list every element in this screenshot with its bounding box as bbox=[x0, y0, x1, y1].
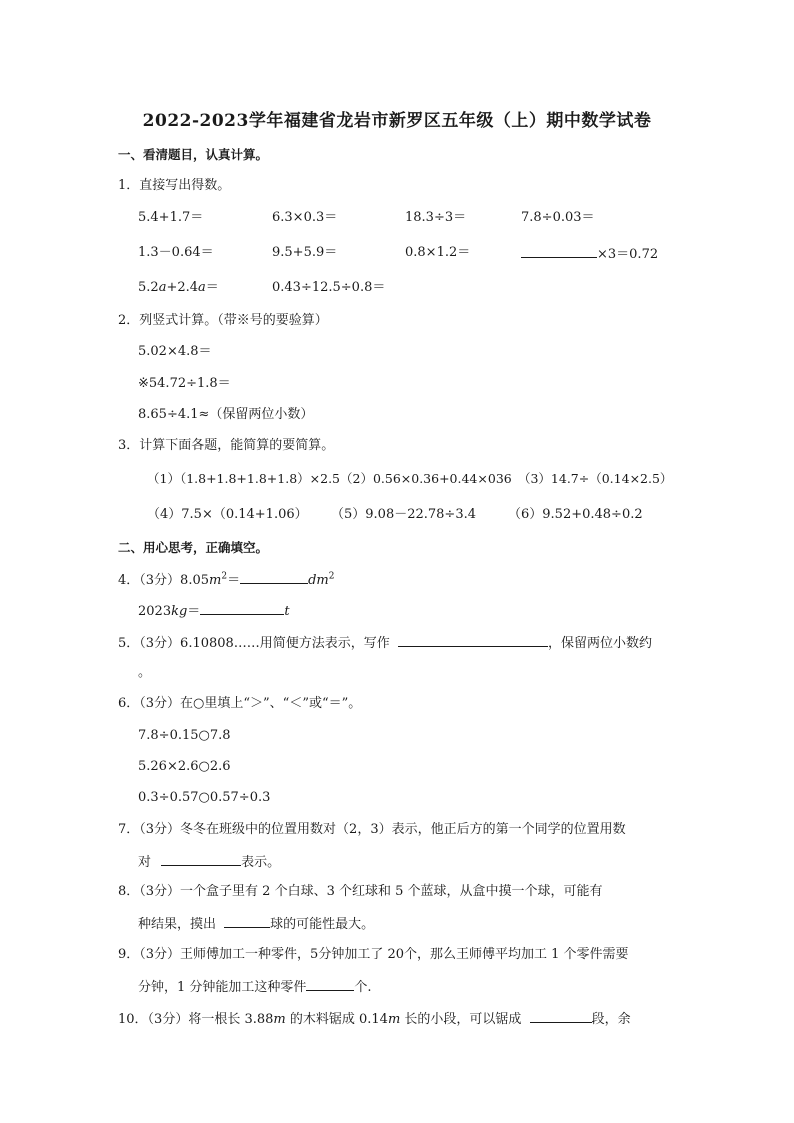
q1-r2-c1: 1.3－0.64＝ bbox=[138, 245, 214, 260]
question-8-cont bbox=[138, 914, 374, 934]
q1-r2-c4-text: ×3＝0.72 bbox=[597, 247, 659, 262]
question-9: 9．（3分）王师傅加工一种零件，5分钟加工了 20个，那么王师傅平均加工 1 个零件需要 bbox=[118, 947, 629, 962]
q1-r2-c3: 0.8×1.2＝ bbox=[405, 245, 471, 260]
q6-item-2: 5.26×2.6○2.6 bbox=[138, 759, 231, 774]
q4-line2-prefix: 2023 bbox=[138, 604, 172, 619]
answer-blank[interactable] bbox=[224, 914, 270, 928]
q4-line2-suffix: t bbox=[284, 604, 290, 619]
q8-cont-prefix: 种结果，摸出 bbox=[138, 917, 217, 932]
q2-item-3: 8.65÷4.1≈（保留两位小数） bbox=[138, 407, 314, 422]
answer-blank[interactable] bbox=[240, 570, 308, 584]
question-1-label: 1．直接写出得数。 bbox=[118, 178, 231, 193]
q4-unit1: m bbox=[209, 573, 222, 588]
q4-line2-unit: kg bbox=[171, 604, 188, 619]
q2-item-1: 5.02×4.8＝ bbox=[138, 344, 212, 359]
q8-cont-suffix: 球的可能性最大。 bbox=[270, 917, 375, 932]
question-4 bbox=[118, 570, 334, 590]
question-3-label: 3．计算下面各题，能简算的要简算。 bbox=[118, 438, 335, 453]
q1-r1-c3: 18.3÷3＝ bbox=[405, 210, 467, 225]
question-7: 7．（3分）冬冬在班级中的位置用数对（2，3）表示，他正后方的第一个同学的位置用数 bbox=[118, 822, 626, 837]
answer-blank[interactable] bbox=[521, 244, 597, 258]
q10-u2: m bbox=[387, 1012, 401, 1027]
q1-r2-c4 bbox=[521, 244, 658, 264]
q7-cont-suffix: 表示。 bbox=[241, 855, 281, 870]
q10-p4: 段，余 bbox=[591, 1012, 631, 1027]
question-9-cont bbox=[138, 977, 372, 997]
question-5-cont: 。 bbox=[138, 665, 152, 680]
q1-r3-plus: +2.4 bbox=[166, 280, 199, 295]
question-8: 8．（3分）一个盒子里有 2 个白球、3 个红球和 5 个蓝球，从盒中摸一个球，可能有 bbox=[118, 884, 603, 899]
answer-blank[interactable] bbox=[161, 852, 241, 866]
q5-suffix: ，保留两位小数约 bbox=[547, 636, 652, 651]
q2-item-2: ※54.72÷1.8＝ bbox=[138, 376, 231, 391]
question-6: 6．（3分）在○里填上“＞”、“＜”或“＝”。 bbox=[118, 696, 362, 711]
question-2-label: 2．列竖式计算。（带※号的要验算） bbox=[118, 313, 328, 328]
q3-row-1: （1）（1.8+1.8+1.8+1.8）×2.5（2）0.56×0.36+0.44×036 （3）14.7÷（0.14×2.5） bbox=[147, 471, 673, 486]
answer-blank[interactable] bbox=[306, 977, 354, 991]
q6-item-1: 7.8÷0.15○7.8 bbox=[138, 728, 231, 743]
question-4-line2 bbox=[138, 601, 290, 621]
section-heading-1: 一、看清题目，认真计算。 bbox=[118, 147, 269, 162]
q1-r3-num: 5.2 bbox=[138, 280, 159, 295]
q4-unit2: dm bbox=[308, 573, 329, 588]
q10-u1: m bbox=[273, 1012, 286, 1027]
q1-r3-c2: 0.43÷12.5÷0.8＝ bbox=[272, 280, 386, 295]
q7-cont-prefix: 对 bbox=[138, 855, 152, 870]
q3-row2-c1: （4）7.5×（0.14+1.06） bbox=[147, 507, 308, 522]
q9-cont-suffix: 个. bbox=[354, 980, 372, 995]
q3-row2-c2: （5）9.08－22.78÷3.4 bbox=[331, 507, 476, 522]
q4-line2-eq: ＝ bbox=[187, 604, 201, 619]
section-heading-2: 二、用心思考，正确填空。 bbox=[118, 540, 269, 555]
question-7-cont bbox=[138, 852, 280, 872]
q10-p3: 长的小段，可以锯成 bbox=[400, 1012, 522, 1027]
q6-item-3: 0.3÷0.57○0.57÷0.3 bbox=[138, 790, 271, 805]
q1-r3-c1 bbox=[138, 279, 219, 297]
q1-r2-c2: 9.5+5.9＝ bbox=[272, 245, 338, 260]
q1-r3-var2: a bbox=[198, 280, 206, 295]
q5-text: 5．（3分）6.10808……用简便方法表示，写作 bbox=[118, 636, 390, 651]
q9-cont-prefix: 分钟，1 分钟能加工这种零件 bbox=[138, 980, 307, 995]
q4-exp: 2 bbox=[221, 571, 228, 582]
answer-blank[interactable] bbox=[398, 633, 548, 647]
q1-r3-var: a bbox=[158, 280, 167, 295]
question-5 bbox=[118, 633, 652, 653]
question-10 bbox=[118, 1009, 631, 1029]
q10-p1: 10．（3分）将一根长 3.88 bbox=[118, 1012, 274, 1027]
q4-exp2: 2 bbox=[328, 571, 335, 582]
q1-r1-c2: 6.3×0.3＝ bbox=[272, 210, 338, 225]
q1-r1-c1: 5.4+1.7＝ bbox=[138, 210, 204, 225]
q4-eq: ＝ bbox=[227, 573, 241, 588]
q10-p2: 的木料锯成 0.14 bbox=[285, 1012, 388, 1027]
page-title: 2022-2023学年福建省龙岩市新罗区五年级（上）期中数学试卷 bbox=[142, 111, 652, 131]
q1-r3-eq: ＝ bbox=[205, 280, 219, 295]
answer-blank[interactable] bbox=[200, 601, 284, 615]
q3-row2-c3: （6）9.52+0.48÷0.2 bbox=[508, 507, 643, 522]
q1-r1-c4: 7.8÷0.03＝ bbox=[521, 210, 595, 225]
answer-blank[interactable] bbox=[530, 1009, 592, 1023]
q4-prefix: 4．（3分）8.05 bbox=[118, 573, 209, 588]
